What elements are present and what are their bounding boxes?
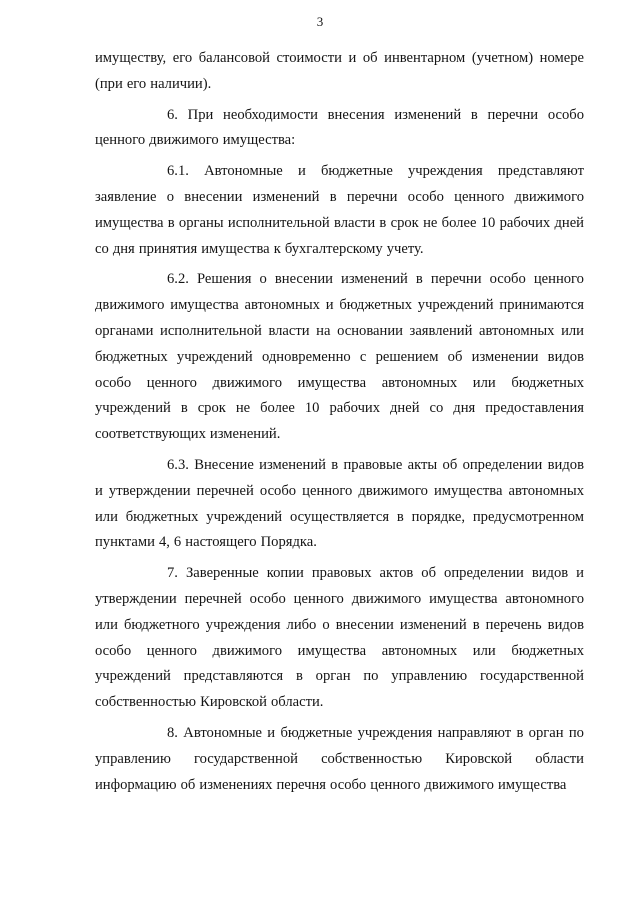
paragraph-text: имуществу, его балансовой стоимости и об инвентарном (учетном) номере (при его наличии).: [95, 50, 584, 92]
paragraph-number: 6.: [167, 106, 178, 123]
paragraph-text: При необходимости внесения изменений в перечни особо ценного движимого имущества:: [95, 106, 584, 149]
paragraph-number: 7.: [167, 565, 178, 582]
paragraph-7: [95, 561, 584, 716]
paragraph-number: 6.3.: [167, 456, 189, 473]
paragraph-number: 6.2.: [167, 271, 189, 288]
paragraph-text: Автономные и бюджетные учреждения представляют заявление о внесении изменений в перечни особо ценного движимого имущества в органы исполнительной власти в срок не более 10 рабочих дней со дня принятия имущества к бухгалтерскому учету.: [95, 163, 584, 257]
paragraph-text: Автономные и бюджетные учреждения направляют в орган по управлению государственной собственностью Кировской области информацию об изменениях перечня особо ценного движимого имущества: [95, 724, 584, 793]
paragraph-continuation: [95, 46, 584, 98]
page-number: 3: [316, 14, 324, 29]
paragraph-number: 8.: [167, 724, 178, 741]
paragraph-8: [95, 721, 584, 798]
document-body: [95, 46, 584, 798]
paragraph-text: Заверенные копии правовых актов об определении видов и утверждении перечней особо ценного движимого имущества автономного или бюджетного учреждения либо о внесении изменений в перечень видов особо ценного движимого имущества автономных или бюджетных учреждений представляются в орган по управлению государственной собственностью Кировской области.: [95, 565, 584, 711]
paragraph-6: [95, 103, 584, 155]
paragraph-text: Внесение изменений в правовые акты об определении видов и утверждении перечней особо ценного движимого имущества автономных или бюджетных учреждений осуществляется в порядке, предусмотренном пунктами 4, 6 настоящего Порядка.: [95, 456, 584, 551]
paragraph-6-1: [95, 159, 584, 262]
paragraph-number: 6.1.: [167, 163, 189, 180]
paragraph-text: Решения о внесении изменений в перечни особо ценного движимого имущества автономных и бюджетных учреждений принимаются органами исполнительной власти на основании заявлений автономных или бюджетных учреждений одновременно с решением об изменении видов особо ценного движимого имущества автономных или бюджетных учреждений в срок не более 10 рабочих дней со дня предоставления соответствующих изменений.: [95, 271, 584, 443]
paragraph-6-2: [95, 267, 584, 448]
paragraph-6-3: [95, 453, 584, 556]
